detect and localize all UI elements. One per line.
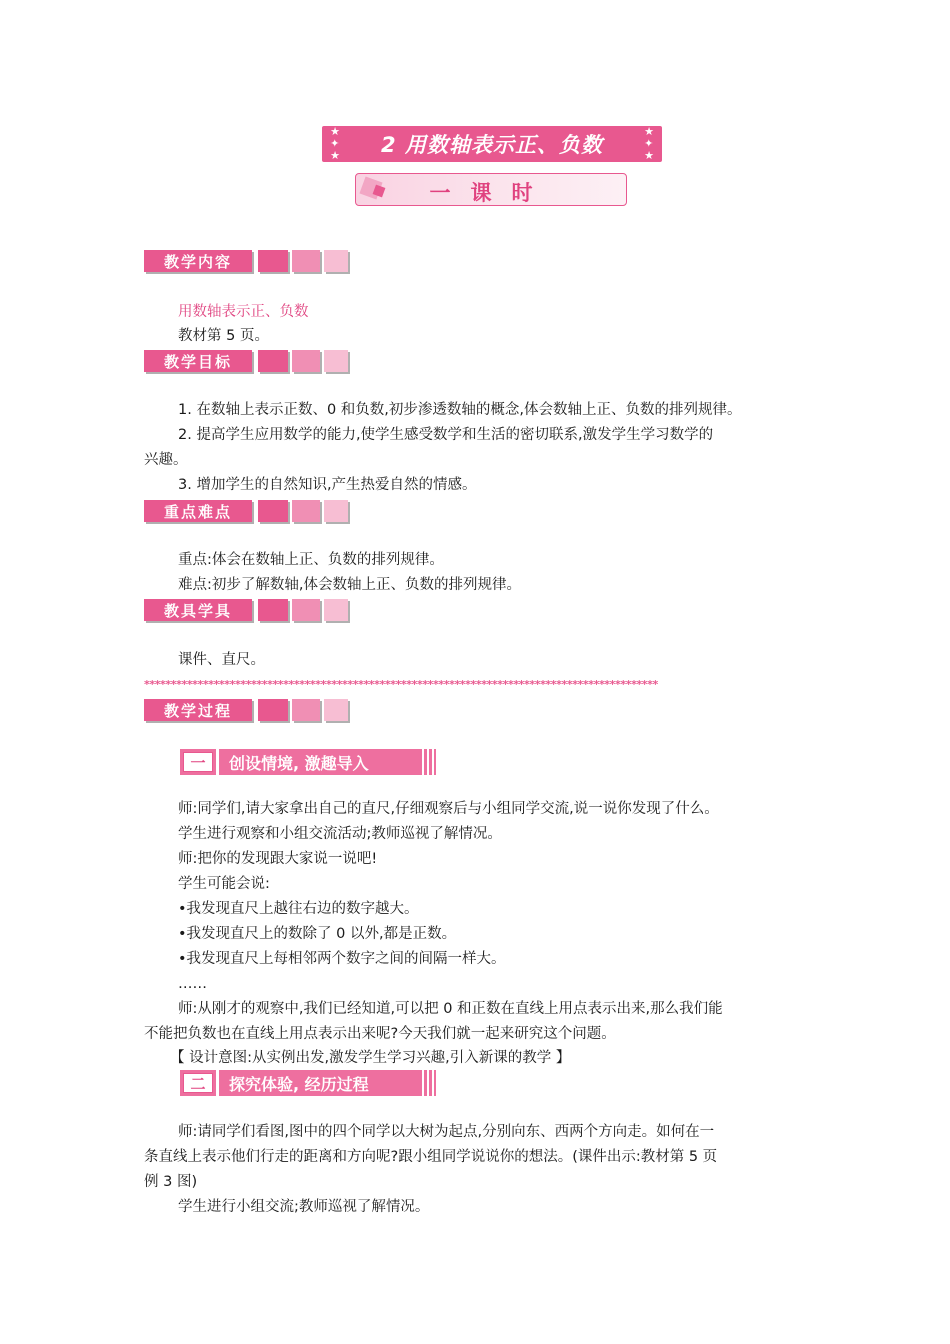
tag-block [292, 500, 320, 522]
key-difficulty: 难点:初步了解数轴,体会数轴上正、负数的排列规律。 [178, 577, 521, 593]
tag-block [258, 699, 288, 721]
goal-line: 1. 在数轴上表示正数、0 和负数,初步渗透数轴的概念,体会数轴上正、负数的排列规律。 [178, 402, 742, 418]
step-banner-1 [180, 749, 436, 775]
content-textbook: 教材第 5 页。 [178, 328, 269, 344]
bullet-line: •我发现直尺上每相邻两个数字之间的间隔一样大。 [178, 951, 506, 967]
goal-line: 2. 提高学生应用数学的能力,使学生感受数学和生活的密切联系,激发学生学习数学的 [178, 427, 714, 443]
paragraph-line: 师:把你的发现跟大家说一说吧! [178, 851, 378, 867]
paragraph-line: 不能把负数也在直线上用点表示出来呢?今天我们就一起来研究这个问题。 [144, 1026, 616, 1042]
step-label: 探究体验, 经历过程 [229, 1074, 369, 1094]
design-intent-note: 【 设计意图:从实例出发,激发学生学习兴趣,引入新课的教学 】 [170, 1050, 571, 1066]
section-label: 重点难点 [144, 500, 252, 522]
star-divider: ************************************************************************************************ [144, 678, 658, 691]
paragraph-line: 例 3 图) [144, 1174, 198, 1190]
step-banner-2 [180, 1070, 436, 1096]
paragraph-line: 师:请同学们看图,图中的四个同学以大树为起点,分别向东、西两个方向走。如何在一 [178, 1124, 715, 1140]
tag-block [258, 500, 288, 522]
bullet-line: •我发现直尺上的数除了 0 以外,都是正数。 [178, 926, 457, 942]
section-label: 教学目标 [144, 350, 252, 372]
tag-block [292, 250, 320, 272]
stripe-decoration [419, 749, 434, 775]
paragraph-line: 学生进行观察和小组交流活动;教师巡视了解情况。 [178, 826, 502, 842]
key-focus: 重点:体会在数轴上正、负数的排列规律。 [178, 552, 444, 568]
step-number: 二 [183, 1073, 213, 1093]
tag-block [292, 599, 320, 621]
tag-block [324, 599, 348, 621]
tag-block [258, 350, 288, 372]
paragraph-line: 师:同学们,请大家拿出自己的直尺,仔细观察后与小组同学交流,说一说你发现了什么。 [178, 801, 719, 817]
content-topic: 用数轴表示正、负数 [178, 304, 309, 320]
section-tag-goals [144, 349, 348, 373]
tag-block [292, 350, 320, 372]
section-tag-tools [144, 598, 348, 622]
lesson-label: 一课时 [429, 181, 553, 205]
paragraph-line: 条直线上表示他们行走的距离和方向呢?跟小组同学说说你的想法。(课件出示:教材第 5 页 [144, 1149, 718, 1165]
bullet-line: •我发现直尺上越往右边的数字越大。 [178, 901, 419, 917]
star-decoration-icon: ★ ✦ ★ [644, 125, 654, 162]
paragraph-line: 学生可能会说: [178, 876, 270, 892]
goal-line: 3. 增加学生的自然知识,产生热爱自然的情感。 [178, 477, 477, 493]
step-number: 一 [183, 752, 213, 772]
star-decoration-icon: ★ ✦ ★ [330, 125, 340, 162]
step-divider [216, 749, 219, 775]
paragraph-line: 学生进行小组交流;教师巡视了解情况。 [178, 1199, 430, 1215]
tag-block [324, 500, 348, 522]
section-tag-content [144, 249, 348, 273]
section-label: 教学过程 [144, 699, 252, 721]
tag-block [258, 599, 288, 621]
tag-block [324, 250, 348, 272]
stripe-decoration [419, 1070, 434, 1096]
tools-text: 课件、直尺。 [178, 652, 265, 668]
section-tag-key-points [144, 499, 348, 523]
step-label: 创设情境, 激趣导入 [229, 753, 369, 773]
chapter-title-banner [322, 126, 662, 162]
lesson-banner [355, 173, 627, 206]
step-divider [216, 1070, 219, 1096]
tag-block [324, 350, 348, 372]
goal-line: 兴趣。 [144, 452, 188, 468]
section-label: 教学内容 [144, 250, 252, 272]
tag-block [324, 699, 348, 721]
tag-block [258, 250, 288, 272]
section-label: 教具学具 [144, 599, 252, 621]
ellipsis-line: …… [178, 976, 207, 992]
chapter-title: 2 用数轴表示正、负数 [381, 133, 603, 157]
paragraph-line: 师:从刚才的观察中,我们已经知道,可以把 0 和正数在直线上用点表示出来,那么我们能 [178, 1001, 723, 1017]
section-tag-process [144, 698, 348, 722]
tag-block [292, 699, 320, 721]
